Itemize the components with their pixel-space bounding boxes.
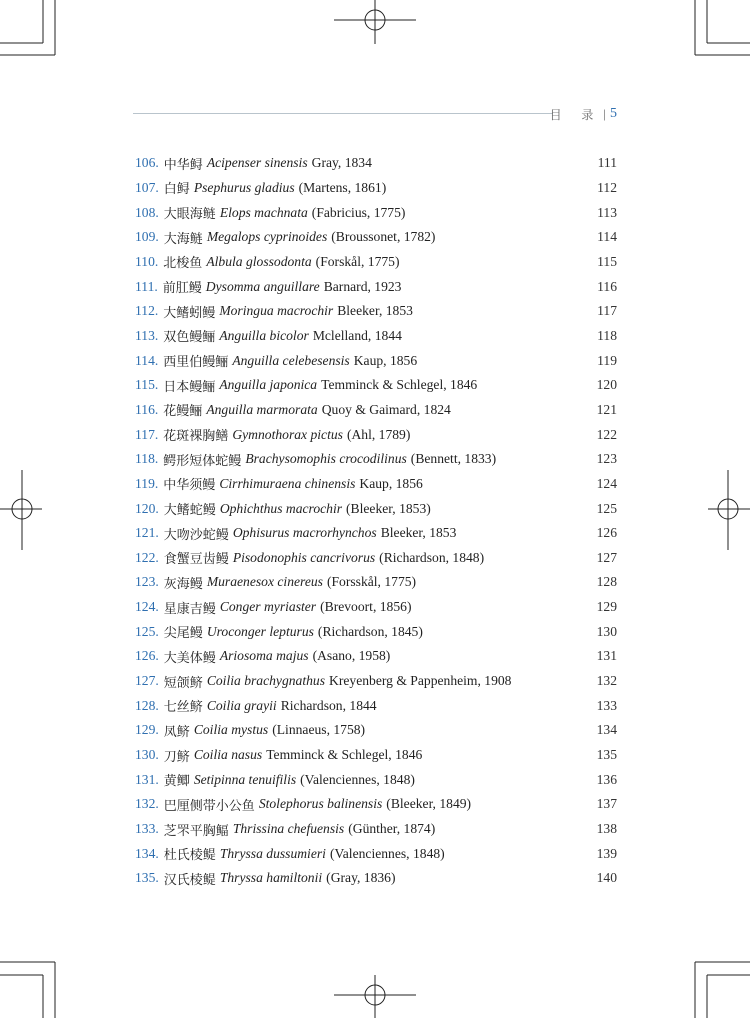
- author-citation: (Fabricius, 1775): [311, 204, 406, 220]
- toc-entry: [135, 225, 617, 250]
- entry-number: 111.: [135, 278, 158, 294]
- entry-number: 107.: [135, 179, 159, 195]
- page-number: 5: [610, 106, 617, 121]
- entry-page-number: 130: [596, 623, 617, 639]
- entry-number: 126.: [135, 648, 159, 664]
- entry-page-number: 125: [596, 500, 617, 516]
- entry-page-number: 134: [596, 722, 617, 738]
- chinese-name: 中华鲟: [163, 157, 203, 173]
- author-citation: Richardson, 1844: [280, 697, 377, 713]
- entry-number: 119.: [135, 475, 159, 491]
- entry-number: 115.: [135, 377, 159, 393]
- entry-page-number: 140: [596, 870, 617, 886]
- author-citation: (Forskål, 1775): [315, 253, 400, 269]
- entry-number: 130.: [135, 747, 159, 763]
- toc-entry: [135, 521, 617, 546]
- entry-number: 129.: [135, 722, 159, 738]
- scientific-name: Elops machnata: [219, 204, 308, 220]
- entry-page-number: 133: [596, 697, 617, 713]
- scientific-name: Brachysomophis crocodilinus: [245, 451, 407, 467]
- toc-entry: [135, 274, 617, 299]
- entry-page-number: 118: [597, 327, 617, 343]
- chinese-name: 凤鲚: [163, 724, 190, 740]
- entry-number: 128.: [135, 697, 159, 713]
- entry-number: 109.: [135, 229, 159, 245]
- toc-entry: [135, 841, 617, 866]
- author-citation: Temminck & Schlegel, 1846: [266, 747, 423, 763]
- scientific-name: Coilia grayii: [206, 697, 277, 713]
- chinese-name: 灰海鳗: [163, 576, 203, 592]
- entry-page-number: 113: [597, 204, 617, 220]
- toc-entry: [135, 546, 617, 571]
- entry-page-number: 115: [597, 253, 617, 269]
- scientific-name: Psephurus gladius: [193, 179, 295, 195]
- toc-entry: [135, 595, 617, 620]
- scientific-name: Gymnothorax pictus: [232, 426, 343, 442]
- entry-number: 122.: [135, 549, 159, 565]
- entry-number: 135.: [135, 870, 159, 886]
- chinese-name: 鳄形短体蛇鳗: [163, 453, 242, 469]
- chinese-name: 中华须鳗: [163, 478, 216, 494]
- entry-number: 131.: [135, 771, 159, 787]
- header-separator: |: [603, 106, 606, 121]
- chinese-name: 西里伯鳗鲡: [163, 355, 229, 371]
- entry-page-number: 129: [596, 599, 617, 615]
- scientific-name: Albula glossodonta: [206, 253, 312, 269]
- author-citation: Gray, 1834: [311, 155, 372, 171]
- entry-page-number: 139: [596, 845, 617, 861]
- scientific-name: Moringua macrochir: [219, 303, 334, 319]
- scientific-name: Acipenser sinensis: [206, 155, 308, 171]
- entry-number: 124.: [135, 599, 159, 615]
- scientific-name: Anguilla japonica: [219, 377, 318, 393]
- chinese-name: 北梭鱼: [163, 256, 203, 272]
- scientific-name: Coilia brachygnathus: [206, 673, 326, 689]
- entry-page-number: 137: [596, 796, 617, 812]
- author-citation: (Martens, 1861): [298, 179, 387, 195]
- toc-entry: [135, 767, 617, 792]
- chinese-name: 短颌鲚: [163, 675, 203, 691]
- chinese-name: 大美体鳗: [163, 650, 216, 666]
- toc-entry: [135, 669, 617, 694]
- author-citation: (Bleeker, 1853): [346, 500, 431, 516]
- entry-number: 134.: [135, 845, 159, 861]
- toc-entry: [135, 299, 617, 324]
- author-citation: (Günther, 1874): [348, 821, 436, 837]
- entry-number: 132.: [135, 796, 159, 812]
- chinese-name: 尖尾鳗: [163, 626, 203, 642]
- author-citation: (Asano, 1958): [312, 648, 391, 664]
- section-title: 目 录: [549, 107, 602, 122]
- entry-number: 120.: [135, 500, 159, 516]
- entry-page-number: 135: [596, 747, 617, 763]
- entry-number: 113.: [135, 327, 159, 343]
- scientific-name: Megalops cyprinoides: [206, 229, 328, 245]
- author-citation: (Richardson, 1845): [317, 623, 423, 639]
- toc-entry: [135, 348, 617, 373]
- toc-entry: [135, 718, 617, 743]
- author-citation: (Linnaeus, 1758): [272, 722, 366, 738]
- entry-number: 123.: [135, 574, 159, 590]
- chinese-name: 大鳍蛇鳗: [163, 503, 216, 519]
- chinese-name: 食蟹豆齿鳗: [163, 552, 229, 568]
- author-citation: (Bennett, 1833): [410, 451, 497, 467]
- entry-page-number: 123: [596, 451, 617, 467]
- author-citation: Kreyenberg & Pappenheim, 1908: [329, 673, 512, 689]
- toc-entry: [135, 496, 617, 521]
- entry-number: 125.: [135, 623, 159, 639]
- chinese-name: 杜氏棱鳀: [163, 848, 216, 864]
- toc-entry: [135, 570, 617, 595]
- entry-page-number: 119: [597, 352, 617, 368]
- entry-number: 116.: [135, 401, 159, 417]
- author-citation: (Richardson, 1848): [379, 549, 485, 565]
- table-of-contents: [135, 151, 617, 891]
- entry-page-number: 136: [596, 771, 617, 787]
- scientific-name: Anguilla bicolor: [219, 327, 309, 343]
- entry-page-number: 112: [597, 179, 617, 195]
- author-citation: Mclelland, 1844: [312, 327, 402, 343]
- entry-page-number: 122: [596, 426, 617, 442]
- scientific-name: Coilia mystus: [193, 722, 269, 738]
- entry-number: 117.: [135, 426, 159, 442]
- author-citation: (Broussonet, 1782): [331, 229, 436, 245]
- chinese-name: 大眼海鲢: [163, 207, 216, 223]
- author-citation: (Valenciennes, 1848): [329, 845, 445, 861]
- author-citation: Temminck & Schlegel, 1846: [321, 377, 478, 393]
- entry-page-number: 131: [596, 648, 617, 664]
- author-citation: Barnard, 1923: [323, 278, 402, 294]
- scientific-name: Anguilla marmorata: [206, 401, 318, 417]
- scientific-name: Ariosoma majus: [219, 648, 309, 664]
- scientific-name: Setipinna tenuifilis: [193, 771, 297, 787]
- toc-entry: [135, 151, 617, 176]
- entry-number: 114.: [135, 352, 159, 368]
- toc-entry: [135, 866, 617, 891]
- toc-entry: [135, 447, 617, 472]
- entry-page-number: 138: [596, 821, 617, 837]
- author-citation: (Ahl, 1789): [346, 426, 411, 442]
- author-citation: Bleeker, 1853: [337, 303, 413, 319]
- entry-number: 127.: [135, 673, 159, 689]
- author-citation: Kaup, 1856: [359, 475, 423, 491]
- toc-entry: [135, 324, 617, 349]
- scientific-name: Stolephorus balinensis: [258, 796, 383, 812]
- toc-entry: [135, 373, 617, 398]
- entry-page-number: 114: [597, 229, 617, 245]
- toc-entry: [135, 472, 617, 497]
- entry-page-number: 117: [597, 303, 617, 319]
- chinese-name: 前肛鳗: [162, 281, 202, 297]
- entry-page-number: 132: [596, 673, 617, 689]
- toc-entry: [135, 644, 617, 669]
- toc-entry: [135, 743, 617, 768]
- scientific-name: Anguilla celebesensis: [232, 352, 350, 368]
- author-citation: (Gray, 1836): [326, 870, 396, 886]
- author-citation: (Forsskål, 1775): [326, 574, 417, 590]
- author-citation: Quoy & Gaimard, 1824: [321, 401, 451, 417]
- chinese-name: 白鲟: [163, 182, 190, 198]
- toc-entry: [135, 250, 617, 275]
- entry-number: 106.: [135, 155, 159, 171]
- scientific-name: Cirrhimuraena chinensis: [219, 475, 356, 491]
- author-citation: Bleeker, 1853: [380, 525, 457, 541]
- scientific-name: Thryssa hamiltonii: [219, 870, 323, 886]
- scientific-name: Pisodonophis cancrivorus: [232, 549, 376, 565]
- entry-number: 133.: [135, 821, 159, 837]
- toc-entry: [135, 200, 617, 225]
- toc-entry: [135, 792, 617, 817]
- entry-page-number: 124: [596, 475, 617, 491]
- author-citation: (Bleeker, 1849): [386, 796, 472, 812]
- entry-page-number: 127: [596, 549, 617, 565]
- chinese-name: 日本鳗鲡: [163, 379, 216, 395]
- entry-page-number: 116: [597, 278, 617, 294]
- chinese-name: 黄鲫: [163, 774, 190, 790]
- scientific-name: Conger myriaster: [219, 599, 317, 615]
- entry-page-number: 121: [596, 401, 617, 417]
- author-citation: (Valenciennes, 1848): [300, 771, 415, 787]
- entry-page-number: 120: [596, 377, 617, 393]
- scientific-name: Thryssa dussumieri: [219, 845, 326, 861]
- author-citation: (Brevoort, 1856): [320, 599, 412, 615]
- toc-entry: [135, 619, 617, 644]
- scientific-name: Uroconger lepturus: [206, 623, 314, 639]
- entry-number: 112.: [135, 303, 159, 319]
- entry-number: 121.: [135, 525, 159, 541]
- chinese-name: 大海鲢: [163, 231, 203, 247]
- entry-page-number: 128: [596, 574, 617, 590]
- entry-page-number: 126: [596, 525, 617, 541]
- toc-entry: [135, 817, 617, 842]
- scientific-name: Ophichthus macrochir: [219, 500, 343, 516]
- chinese-name: 七丝鲚: [163, 700, 203, 716]
- scientific-name: Thrissina chefuensis: [232, 821, 345, 837]
- header-rule: [133, 113, 553, 114]
- chinese-name: 星康吉鳗: [163, 601, 216, 617]
- chinese-name: 大吻沙蛇鳗: [163, 527, 229, 543]
- entry-number: 108.: [135, 204, 159, 220]
- toc-entry: [135, 422, 617, 447]
- chinese-name: 大鳍蚓鳗: [163, 305, 216, 321]
- toc-entry: [135, 398, 617, 423]
- chinese-name: 芝罘平胸鲾: [163, 823, 229, 839]
- toc-entry: [135, 693, 617, 718]
- chinese-name: 刀鲚: [163, 749, 190, 765]
- entry-number: 118.: [135, 451, 159, 467]
- chinese-name: 双色鳗鲡: [163, 330, 216, 346]
- toc-entry: [135, 176, 617, 201]
- scientific-name: Coilia nasus: [193, 747, 263, 763]
- chinese-name: 花斑裸胸鳝: [163, 429, 229, 445]
- running-header: [550, 104, 617, 124]
- chinese-name: 汉氏棱鳀: [163, 872, 216, 888]
- scientific-name: Muraenesox cinereus: [206, 574, 323, 590]
- chinese-name: 花鳗鲡: [163, 404, 203, 420]
- entry-page-number: 111: [597, 155, 617, 171]
- entry-number: 110.: [135, 253, 159, 269]
- author-citation: Kaup, 1856: [353, 352, 418, 368]
- scientific-name: Dysomma anguillare: [205, 278, 320, 294]
- scientific-name: Ophisurus macrorhynchos: [232, 525, 377, 541]
- chinese-name: 巴厘侧带小公鱼: [163, 798, 255, 814]
